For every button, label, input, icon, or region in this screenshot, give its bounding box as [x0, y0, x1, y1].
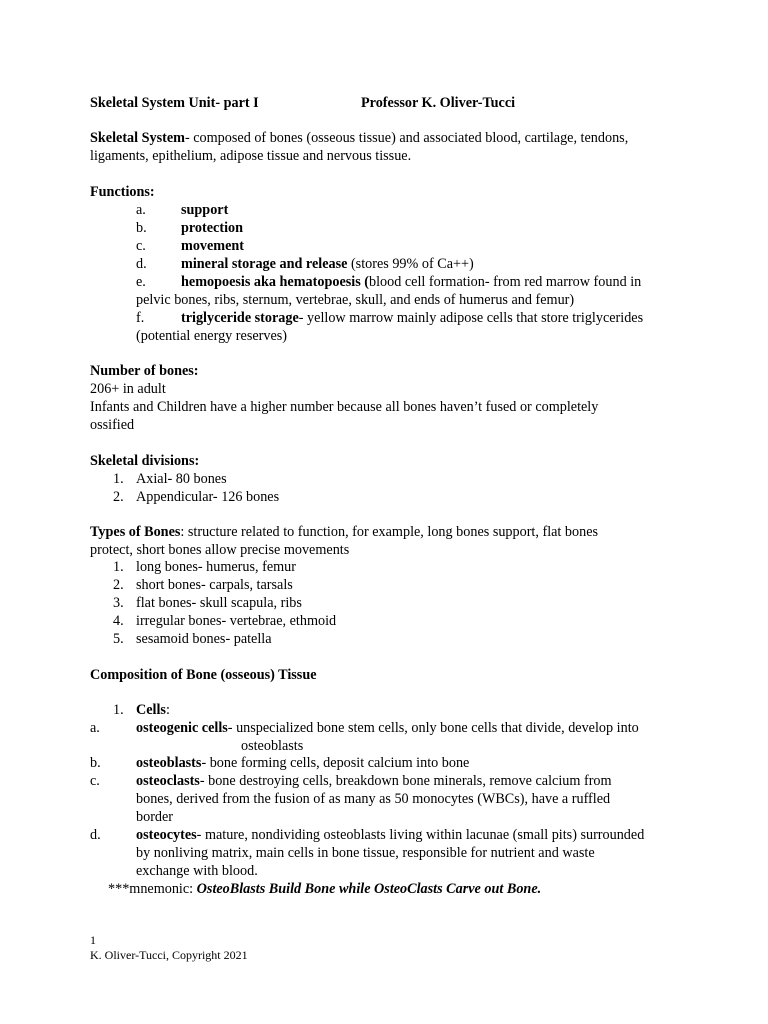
- function-marker-b: b.: [136, 220, 147, 236]
- division-item: Appendicular- 126 bones: [136, 489, 280, 505]
- function-marker-d: d.: [136, 256, 147, 272]
- function-marker-e: e.: [136, 274, 146, 290]
- cell-osteocytes: osteocytes- mature, nondividing osteoblasts living within lacunae (small pits) surrounded: [136, 827, 645, 843]
- number-line-1: 206+ in adult: [90, 381, 166, 397]
- number-line-2: Infants and Children have a higher number because all bones haven’t fused or completely: [90, 399, 599, 415]
- functions-heading: Functions:: [90, 184, 155, 200]
- cells-number: 1.: [113, 702, 124, 718]
- type-number: 5.: [113, 631, 124, 647]
- type-item: irregular bones- vertebrae, ethmoid: [136, 613, 337, 629]
- type-item: short bones- carpals, tarsals: [136, 577, 293, 593]
- function-b: protection: [181, 220, 243, 236]
- function-e-continued: pelvic bones, ribs, sternum, vertebrae, skull, and ends of humerus and femur): [136, 292, 575, 308]
- type-number: 2.: [113, 577, 124, 593]
- type-number: 3.: [113, 595, 124, 611]
- type-item: flat bones- skull scapula, ribs: [136, 595, 302, 611]
- number-heading: Number of bones:: [90, 363, 199, 379]
- composition-heading: Composition of Bone (osseous) Tissue: [90, 667, 317, 683]
- cell-osteogenic: osteogenic cells- unspecialized bone stem cells, only bone cells that divide, develop into: [136, 720, 639, 736]
- cell-osteocytes-continued-2: exchange with blood.: [136, 863, 258, 879]
- mnemonic: ***mnemonic: OsteoBlasts Build Bone while OsteoClasts Carve out Bone.: [108, 881, 542, 897]
- cell-marker-d: d.: [90, 827, 101, 843]
- cells-heading: Cells:: [136, 702, 170, 718]
- professor-name: Professor K. Oliver-Tucci: [361, 95, 516, 111]
- cell-osteogenic-continued: osteoblasts: [241, 738, 304, 754]
- function-marker-c: c.: [136, 238, 146, 254]
- intro-line-1: Skeletal System- composed of bones (osseous tissue) and associated blood, cartilage, tendons,: [90, 130, 629, 146]
- type-item: long bones- humerus, femur: [136, 559, 296, 575]
- copyright: K. Oliver-Tucci, Copyright 2021: [90, 948, 248, 962]
- intro-term: Skeletal System: [90, 130, 185, 146]
- types-line-2: protect, short bones allow precise movements: [90, 542, 350, 558]
- type-number: 4.: [113, 613, 124, 629]
- cell-osteocytes-continued-1: by nonliving matrix, main cells in bone tissue, responsible for nutrient and waste: [136, 845, 595, 861]
- function-marker-a: a.: [136, 202, 146, 218]
- division-item: Axial- 80 bones: [136, 471, 227, 487]
- number-line-3: ossified: [90, 417, 135, 433]
- document-title: Skeletal System Unit- part I: [90, 95, 259, 111]
- function-e: hemopoesis aka hematopoesis (blood cell formation- from red marrow found in: [181, 274, 642, 290]
- types-term: Types of Bones: [90, 524, 181, 540]
- type-item: sesamoid bones- patella: [136, 631, 272, 647]
- page-number: 1: [90, 933, 96, 947]
- cell-marker-c: c.: [90, 773, 100, 789]
- division-number: 2.: [113, 489, 124, 505]
- function-a: support: [181, 202, 229, 218]
- cell-osteoblasts: osteoblasts- bone forming cells, deposit calcium into bone: [136, 755, 470, 771]
- types-line-1: Types of Bones: structure related to function, for example, long bones support, flat bones: [90, 524, 599, 540]
- cell-marker-a: a.: [90, 720, 100, 736]
- function-c: movement: [181, 238, 245, 254]
- cell-marker-b: b.: [90, 755, 101, 771]
- type-number: 1.: [113, 559, 124, 575]
- intro-line-2: ligaments, epithelium, adipose tissue and nervous tissue.: [90, 148, 412, 164]
- cell-osteoclasts-continued-1: bones, derived from the fusion of as many as 50 monocytes (WBCs), have a ruffled: [136, 791, 611, 807]
- cell-osteoclasts-continued-2: border: [136, 809, 174, 825]
- function-f: triglyceride storage- yellow marrow mainly adipose cells that store triglycerides: [181, 310, 644, 326]
- function-marker-f: f.: [136, 310, 145, 326]
- function-d: mineral storage and release (stores 99% of Ca++): [181, 256, 474, 272]
- cell-osteoclasts: osteoclasts- bone destroying cells, breakdown bone minerals, remove calcium from: [136, 773, 612, 789]
- function-f-continued: (potential energy reserves): [136, 328, 288, 344]
- divisions-heading: Skeletal divisions:: [90, 453, 200, 469]
- division-number: 1.: [113, 471, 124, 487]
